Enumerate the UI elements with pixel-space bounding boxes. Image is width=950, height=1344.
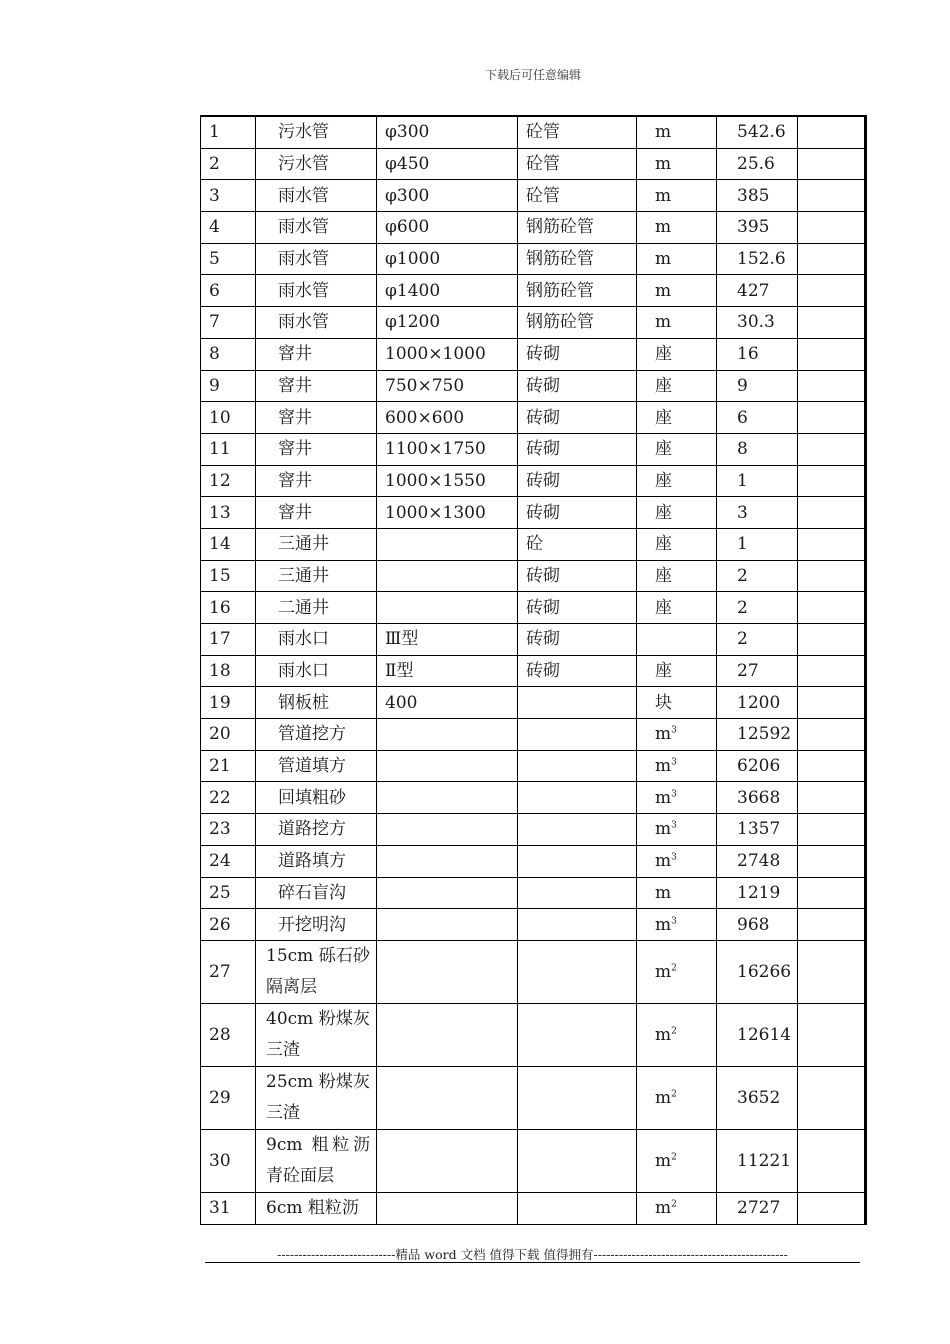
item-name-cell: 窨井 bbox=[256, 465, 377, 497]
unit-cell bbox=[637, 624, 717, 656]
item-name-cell: 雨水管 bbox=[256, 243, 377, 275]
quantity-cell: 1357 bbox=[717, 814, 798, 846]
spec-cell: Ⅱ型 bbox=[377, 655, 518, 687]
row-number-cell: 24 bbox=[201, 845, 256, 877]
spec-cell bbox=[377, 845, 518, 877]
unit-cell: 座 bbox=[637, 497, 717, 529]
row-number-cell: 8 bbox=[201, 338, 256, 370]
material-cell: 砖砌 bbox=[518, 402, 637, 434]
quantity-cell: 16 bbox=[717, 338, 798, 370]
table-row bbox=[201, 212, 866, 244]
material-cell: 砼管 bbox=[518, 148, 637, 180]
table-row bbox=[201, 719, 866, 751]
row-number-cell: 12 bbox=[201, 465, 256, 497]
unit-cell: m bbox=[637, 877, 717, 909]
row-number-cell: 17 bbox=[201, 624, 256, 656]
table-row bbox=[201, 528, 866, 560]
item-name-cell: 雨水口 bbox=[256, 624, 377, 656]
row-number-cell: 5 bbox=[201, 243, 256, 275]
row-number-cell: 2 bbox=[201, 148, 256, 180]
item-name-cell: 15cm 砾石砂隔离层 bbox=[256, 940, 377, 1003]
spec-cell: 1000×1000 bbox=[377, 338, 518, 370]
spec-cell: 1000×1300 bbox=[377, 497, 518, 529]
table-row bbox=[201, 465, 866, 497]
quantity-cell: 16266 bbox=[717, 940, 798, 1003]
spec-cell: 750×750 bbox=[377, 370, 518, 402]
spec-cell bbox=[377, 1003, 518, 1066]
row-number-cell: 1 bbox=[201, 116, 256, 148]
quantity-cell: 12592 bbox=[717, 719, 798, 751]
quantity-cell: 152.6 bbox=[717, 243, 798, 275]
row-number-cell: 29 bbox=[201, 1066, 256, 1129]
unit-cell: $m^3$ bbox=[637, 845, 717, 877]
quantity-table bbox=[200, 115, 867, 1225]
material-cell bbox=[518, 1192, 637, 1224]
remark-cell bbox=[798, 877, 866, 909]
remark-cell bbox=[798, 148, 866, 180]
remark-cell bbox=[798, 560, 866, 592]
unit-cell: 块 bbox=[637, 687, 717, 719]
item-name-cell: 钢板桩 bbox=[256, 687, 377, 719]
row-number-cell: 14 bbox=[201, 528, 256, 560]
row-number-cell: 4 bbox=[201, 212, 256, 244]
quantity-cell: 30.3 bbox=[717, 307, 798, 339]
material-cell: 砖砌 bbox=[518, 592, 637, 624]
spec-cell bbox=[377, 592, 518, 624]
spec-cell: 1000×1550 bbox=[377, 465, 518, 497]
spec-cell: φ1400 bbox=[377, 275, 518, 307]
quantity-cell: 2 bbox=[717, 592, 798, 624]
spec-cell bbox=[377, 782, 518, 814]
remark-cell bbox=[798, 687, 866, 719]
table-row bbox=[201, 782, 866, 814]
row-number-cell: 15 bbox=[201, 560, 256, 592]
unit-cell: 座 bbox=[637, 370, 717, 402]
table-row bbox=[201, 497, 866, 529]
quantity-cell: 2727 bbox=[717, 1192, 798, 1224]
spec-cell: φ300 bbox=[377, 116, 518, 148]
item-name-cell: 窨井 bbox=[256, 370, 377, 402]
remark-cell bbox=[798, 1129, 866, 1192]
unit-cell: $m^3$ bbox=[637, 814, 717, 846]
unit-cell: $m^3$ bbox=[637, 750, 717, 782]
row-number-cell: 23 bbox=[201, 814, 256, 846]
remark-cell bbox=[798, 655, 866, 687]
material-cell bbox=[518, 719, 637, 751]
table-row bbox=[201, 433, 866, 465]
unit-cell: m bbox=[637, 275, 717, 307]
row-number-cell: 20 bbox=[201, 719, 256, 751]
quantity-cell: 9 bbox=[717, 370, 798, 402]
item-name-cell: 窨井 bbox=[256, 338, 377, 370]
material-cell bbox=[518, 1003, 637, 1066]
table-row bbox=[201, 402, 866, 434]
material-cell: 砖砌 bbox=[518, 465, 637, 497]
item-name-cell: 污水管 bbox=[256, 148, 377, 180]
quantity-cell: 6206 bbox=[717, 750, 798, 782]
quantity-cell: 3 bbox=[717, 497, 798, 529]
item-name-cell: 25cm 粉煤灰三渣 bbox=[256, 1066, 377, 1129]
table-row bbox=[201, 845, 866, 877]
item-name-cell: 污水管 bbox=[256, 116, 377, 148]
unit-cell: $m^3$ bbox=[637, 782, 717, 814]
table-row bbox=[201, 592, 866, 624]
material-cell: 砖砌 bbox=[518, 370, 637, 402]
item-name-cell: 碎石盲沟 bbox=[256, 877, 377, 909]
unit-cell: $m^2$ bbox=[637, 1003, 717, 1066]
quantity-table-body bbox=[201, 116, 866, 1224]
quantity-cell: 2748 bbox=[717, 845, 798, 877]
table-row bbox=[201, 116, 866, 148]
row-number-cell: 25 bbox=[201, 877, 256, 909]
quantity-cell: 8 bbox=[717, 433, 798, 465]
material-cell: 砼管 bbox=[518, 180, 637, 212]
remark-cell bbox=[798, 750, 866, 782]
item-name-cell: 雨水管 bbox=[256, 212, 377, 244]
remark-cell bbox=[798, 624, 866, 656]
spec-cell bbox=[377, 814, 518, 846]
spec-cell bbox=[377, 528, 518, 560]
quantity-cell: 1 bbox=[717, 528, 798, 560]
table-row bbox=[201, 148, 866, 180]
quantity-cell: 2 bbox=[717, 624, 798, 656]
remark-cell bbox=[798, 180, 866, 212]
unit-cell: 座 bbox=[637, 592, 717, 624]
row-number-cell: 13 bbox=[201, 497, 256, 529]
row-number-cell: 19 bbox=[201, 687, 256, 719]
row-number-cell: 3 bbox=[201, 180, 256, 212]
quantity-cell: 12614 bbox=[717, 1003, 798, 1066]
material-cell: 钢筋砼管 bbox=[518, 243, 637, 275]
spec-cell bbox=[377, 560, 518, 592]
material-cell: 砖砌 bbox=[518, 655, 637, 687]
unit-cell: m bbox=[637, 307, 717, 339]
unit-cell: 座 bbox=[637, 338, 717, 370]
row-number-cell: 28 bbox=[201, 1003, 256, 1066]
row-number-cell: 21 bbox=[201, 750, 256, 782]
unit-cell: 座 bbox=[637, 528, 717, 560]
unit-cell: 座 bbox=[637, 655, 717, 687]
unit-cell: 座 bbox=[637, 465, 717, 497]
quantity-cell: 542.6 bbox=[717, 116, 798, 148]
item-name-cell: 雨水口 bbox=[256, 655, 377, 687]
material-cell: 砼 bbox=[518, 528, 637, 560]
item-name-cell: 6cm 粗粒沥 bbox=[256, 1192, 377, 1224]
table-row bbox=[201, 180, 866, 212]
spec-cell bbox=[377, 940, 518, 1003]
unit-cell: m bbox=[637, 116, 717, 148]
unit-cell: $m^2$ bbox=[637, 1066, 717, 1129]
remark-cell bbox=[798, 909, 866, 941]
item-name-cell: 窨井 bbox=[256, 402, 377, 434]
item-name-cell: 三通井 bbox=[256, 560, 377, 592]
quantity-cell: 6 bbox=[717, 402, 798, 434]
spec-cell: Ⅲ型 bbox=[377, 624, 518, 656]
row-number-cell: 30 bbox=[201, 1129, 256, 1192]
material-cell bbox=[518, 782, 637, 814]
remark-cell bbox=[798, 338, 866, 370]
unit-cell: m bbox=[637, 243, 717, 275]
quantity-cell: 3652 bbox=[717, 1066, 798, 1129]
remark-cell bbox=[798, 719, 866, 751]
table-row bbox=[201, 338, 866, 370]
remark-cell bbox=[798, 370, 866, 402]
item-name-cell: 开挖明沟 bbox=[256, 909, 377, 941]
row-number-cell: 26 bbox=[201, 909, 256, 941]
spec-cell: φ450 bbox=[377, 148, 518, 180]
table-row bbox=[201, 1066, 866, 1129]
quantity-cell: 2 bbox=[717, 560, 798, 592]
unit-cell: $m^2$ bbox=[637, 1129, 717, 1192]
item-name-cell: 9cm 粗粒沥青砼面层 bbox=[256, 1129, 377, 1192]
remark-cell bbox=[798, 402, 866, 434]
material-cell bbox=[518, 877, 637, 909]
table-row bbox=[201, 275, 866, 307]
spec-cell bbox=[377, 1066, 518, 1129]
quantity-cell: 1 bbox=[717, 465, 798, 497]
remark-cell bbox=[798, 307, 866, 339]
remark-cell bbox=[798, 497, 866, 529]
remark-cell bbox=[798, 1066, 866, 1129]
item-name-cell: 二通井 bbox=[256, 592, 377, 624]
item-name-cell: 管道填方 bbox=[256, 750, 377, 782]
row-number-cell: 9 bbox=[201, 370, 256, 402]
quantity-cell: 11221 bbox=[717, 1129, 798, 1192]
row-number-cell: 31 bbox=[201, 1192, 256, 1224]
material-cell bbox=[518, 1066, 637, 1129]
item-name-cell: 雨水管 bbox=[256, 180, 377, 212]
quantity-cell: 27 bbox=[717, 655, 798, 687]
item-name-cell: 道路挖方 bbox=[256, 814, 377, 846]
unit-cell: m bbox=[637, 180, 717, 212]
table-row bbox=[201, 243, 866, 275]
table-row bbox=[201, 909, 866, 941]
quantity-cell: 427 bbox=[717, 275, 798, 307]
spec-cell: φ600 bbox=[377, 212, 518, 244]
material-cell: 砖砌 bbox=[518, 624, 637, 656]
table-row bbox=[201, 750, 866, 782]
spec-cell bbox=[377, 1129, 518, 1192]
remark-cell bbox=[798, 275, 866, 307]
table-row bbox=[201, 877, 866, 909]
unit-cell: $m^3$ bbox=[637, 909, 717, 941]
unit-cell: $m^3$ bbox=[637, 719, 717, 751]
spec-cell bbox=[377, 1192, 518, 1224]
quantity-cell: 3668 bbox=[717, 782, 798, 814]
material-cell: 砖砌 bbox=[518, 497, 637, 529]
spec-cell bbox=[377, 750, 518, 782]
remark-cell bbox=[798, 243, 866, 275]
row-number-cell: 7 bbox=[201, 307, 256, 339]
table-row bbox=[201, 940, 866, 1003]
item-name-cell: 管道挖方 bbox=[256, 719, 377, 751]
material-cell: 砖砌 bbox=[518, 433, 637, 465]
quantity-cell: 385 bbox=[717, 180, 798, 212]
remark-cell bbox=[798, 465, 866, 497]
table-row bbox=[201, 1003, 866, 1066]
material-cell bbox=[518, 687, 637, 719]
remark-cell bbox=[798, 1003, 866, 1066]
material-cell bbox=[518, 940, 637, 1003]
item-name-cell: 雨水管 bbox=[256, 307, 377, 339]
table-row bbox=[201, 560, 866, 592]
unit-cell: m bbox=[637, 212, 717, 244]
remark-cell bbox=[798, 116, 866, 148]
material-cell: 砖砌 bbox=[518, 338, 637, 370]
row-number-cell: 18 bbox=[201, 655, 256, 687]
table-row bbox=[201, 624, 866, 656]
spec-cell bbox=[377, 719, 518, 751]
material-cell: 钢筋砼管 bbox=[518, 275, 637, 307]
row-number-cell: 10 bbox=[201, 402, 256, 434]
spec-cell: φ1200 bbox=[377, 307, 518, 339]
material-cell: 钢筋砼管 bbox=[518, 307, 637, 339]
row-number-cell: 16 bbox=[201, 592, 256, 624]
item-name-cell: 道路填方 bbox=[256, 845, 377, 877]
spec-cell bbox=[377, 909, 518, 941]
item-name-cell: 窨井 bbox=[256, 433, 377, 465]
item-name-cell: 回填粗砂 bbox=[256, 782, 377, 814]
table-row bbox=[201, 1129, 866, 1192]
unit-cell: $m^2$ bbox=[637, 1192, 717, 1224]
spec-cell: 1100×1750 bbox=[377, 433, 518, 465]
quantity-cell: 968 bbox=[717, 909, 798, 941]
unit-cell: $m^2$ bbox=[637, 940, 717, 1003]
remark-cell bbox=[798, 528, 866, 560]
unit-cell: 座 bbox=[637, 560, 717, 592]
row-number-cell: 6 bbox=[201, 275, 256, 307]
quantity-cell: 395 bbox=[717, 212, 798, 244]
remark-cell bbox=[798, 433, 866, 465]
spec-cell: φ1000 bbox=[377, 243, 518, 275]
quantity-cell: 1200 bbox=[717, 687, 798, 719]
material-cell: 砖砌 bbox=[518, 560, 637, 592]
row-number-cell: 11 bbox=[201, 433, 256, 465]
remark-cell bbox=[798, 592, 866, 624]
item-name-cell: 40cm 粉煤灰三渣 bbox=[256, 1003, 377, 1066]
remark-cell bbox=[798, 212, 866, 244]
remark-cell bbox=[798, 845, 866, 877]
spec-cell: 400 bbox=[377, 687, 518, 719]
quantity-cell: 1219 bbox=[717, 877, 798, 909]
table-row bbox=[201, 1192, 866, 1224]
table-row bbox=[201, 655, 866, 687]
material-cell bbox=[518, 1129, 637, 1192]
item-name-cell: 雨水管 bbox=[256, 275, 377, 307]
page-header: 下载后可任意编辑 bbox=[484, 68, 581, 82]
material-cell: 砼管 bbox=[518, 116, 637, 148]
material-cell bbox=[518, 814, 637, 846]
table-row bbox=[201, 307, 866, 339]
item-name-cell: 窨井 bbox=[256, 497, 377, 529]
remark-cell bbox=[798, 1192, 866, 1224]
row-number-cell: 22 bbox=[201, 782, 256, 814]
table-row bbox=[201, 814, 866, 846]
table-row bbox=[201, 370, 866, 402]
remark-cell bbox=[798, 814, 866, 846]
remark-cell bbox=[798, 782, 866, 814]
item-name-cell: 三通井 bbox=[256, 528, 377, 560]
unit-cell: 座 bbox=[637, 433, 717, 465]
spec-cell bbox=[377, 877, 518, 909]
footer-rule bbox=[205, 1262, 860, 1263]
unit-cell: 座 bbox=[637, 402, 717, 434]
material-cell bbox=[518, 750, 637, 782]
material-cell: 钢筋砼管 bbox=[518, 212, 637, 244]
table-row bbox=[201, 687, 866, 719]
spec-cell: φ300 bbox=[377, 180, 518, 212]
quantity-cell: 25.6 bbox=[717, 148, 798, 180]
material-cell bbox=[518, 909, 637, 941]
row-number-cell: 27 bbox=[201, 940, 256, 1003]
remark-cell bbox=[798, 940, 866, 1003]
unit-cell: m bbox=[637, 148, 717, 180]
material-cell bbox=[518, 845, 637, 877]
spec-cell: 600×600 bbox=[377, 402, 518, 434]
page-footer: ----------------------------精品 word 文档 值得下载 值得拥有---------------------------------------------- bbox=[277, 1247, 788, 1262]
